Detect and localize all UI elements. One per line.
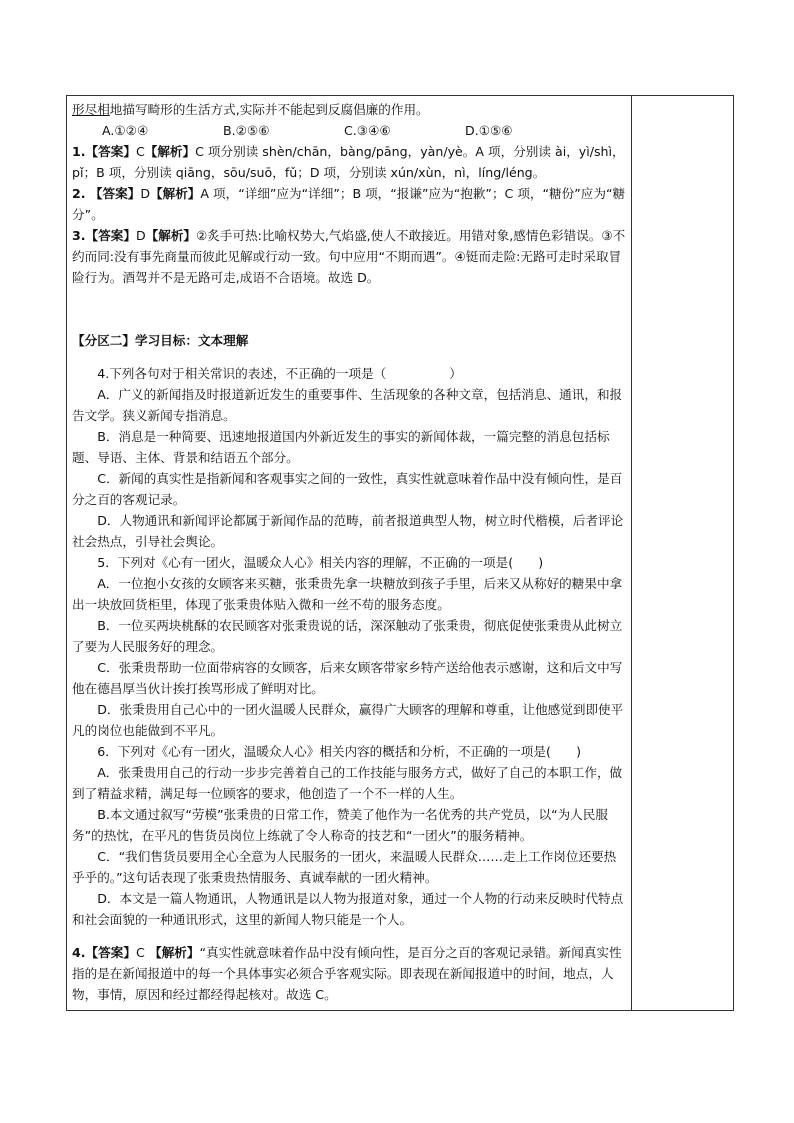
question-4-option-c: C．新闻的真实性是指新闻和客观事实之间的一致性，真实性就意味着作品中没有倾向性，是百分之百的客观记录。 xyxy=(72,471,623,507)
answer-3: 3.【答案】D【解析】②炙手可热:比喻权势大,气焰盛,使人不敢接近。用错对象,感情色彩错误。③不约而同:没有事先商量而彼此见解或行动一致。句中应用“不期而遇”。④铤而走险:无路可走时采取冒险行为。酒驾并不是无路可走,成语不合语境。故选 D。 xyxy=(72,228,626,285)
answer-1: 1.【答案】C【解析】C 项分别读 shèn/chān，bàng/pāng，yàn/yè。A 项，分别读 ài，yì/shì，pǐ；B 项，分别读 qiāng，sōu/suō，fǔ；D 项，分别读 xún/xùn，nì，líng/léng。 xyxy=(72,144,625,180)
question-6-option-d: D．本文是一篇人物通讯，人物通讯是以人物为报道对象，通过一个人物的行动来反映时代特点和社会面貌的一种通讯形式，这里的新闻人物只能是一个人。 xyxy=(72,891,624,927)
question-5-option-b: B．一位买两块桃酥的农民顾客对张秉贵说的话，深深触动了张秉贵，彻底促使张秉贵从此树立了要为人民服务好的理念。 xyxy=(72,618,623,654)
question-5-option-d: D．张秉贵用自己心中的一团火温暖人民群众，赢得广大顾客的理解和尊重，让他感觉到即使平凡的岗位也能做到不平凡。 xyxy=(72,702,624,738)
option-d: D.①⑤⑥ xyxy=(465,123,513,138)
option-b: B.②⑤⑥ xyxy=(223,123,270,138)
question-6-option-b: B.本文通过叙写“劳模”张秉贵的日常工作，赞美了他作为一名优秀的共产党员，以“为人民服务”的热忱，在平凡的售货员岗位上练就了令人称奇的技艺和“一团火”的服务精神。 xyxy=(72,807,608,843)
question-4-option-d: D．人物通讯和新闻评论都属于新闻作品的范畴，前者报道典型人物，树立时代楷模，后者评论社会热点，引导社会舆论。 xyxy=(72,513,624,549)
question-6-option-c: C．“我们售货员要用全心全意为人民服务的一团火，来温暖人民群众……走上工作岗位还要热乎乎的。”这句话表现了张秉贵热情服务、真诚奉献的一团火精神。 xyxy=(72,849,617,885)
option-a: A.①②④ xyxy=(102,123,149,138)
notes-column-divider xyxy=(631,95,632,1011)
main-cell xyxy=(72,99,628,1005)
question-4-option-a: A．广义的新闻指及时报道新近发生的重要事件、生活现象的各种文章，包括消息、通讯，和报告文学。狭义新闻专指消息。 xyxy=(72,387,623,423)
question-4-option-b: B．消息是一种简要、迅速地报道国内外新近发生的事实的新闻体裁，一篇完整的消息包括标题、导语、主体、背景和结语五个部分。 xyxy=(72,429,610,465)
q3-options xyxy=(72,120,628,141)
question-4-stem: 4.下列各句对于相关常识的表述，不正确的一项是（ ） xyxy=(97,366,462,381)
underlined-phrase: 形尽相 xyxy=(72,102,110,117)
question-5-option-a: A．一位抱小女孩的女顾客来买糖，张秉贵先拿一块糖放到孩子手里，后来又从称好的糖果中拿出一块放回货柜里，体现了张秉贵体贴入微和一丝不苟的服务态度。 xyxy=(72,576,623,612)
continued-line: 形尽相地描写畸形的生活方式,实际并不能起到反腐倡廉的作用。 xyxy=(72,102,429,117)
section-title: 【分区二】学习目标：文本理解 xyxy=(72,333,249,348)
option-c: C.③④⑥ xyxy=(344,123,391,138)
answer-2: 2. 【答案】D【解析】A 项，“详细”应为“详细”；B 项，“报谦”应为“抱歉”；C 项，“糖份”应为“糖分”。 xyxy=(72,186,626,222)
question-6-option-a: A．张秉贵用自己的行动一步步完善着自己的工作技能与服务方式，做好了自己的本职工作，做到了精益求精，满足每一位顾客的要求，他创造了一个不一样的人生。 xyxy=(72,765,623,801)
answer-4: 4.【答案】C 【解析】“真实性就意味着作品中没有倾向性，是百分之百的客观记录错。新闻真实性指的是在新闻报道中的每一个具体事实必须合乎客观实际。即表现在新闻报道中的时间，地点，人物，事情，原因和经过都经得起核对。故选 C。 xyxy=(72,945,622,1002)
question-6-stem: 6．下列对《心有一团火，温暖众人心》相关内容的概括和分析，不正确的一项是( ) xyxy=(97,744,581,759)
question-5-option-c: C．张秉贵帮助一位面带病容的女顾客，后来女顾客带家乡特产送给他表示感谢，这和后文中写他在德昌厚当伙计挨打挨骂形成了鲜明对比。 xyxy=(72,660,623,696)
question-5-stem: 5．下列对《心有一团火，温暖众人心》相关内容的理解，不正确的一项是( ) xyxy=(97,555,544,570)
